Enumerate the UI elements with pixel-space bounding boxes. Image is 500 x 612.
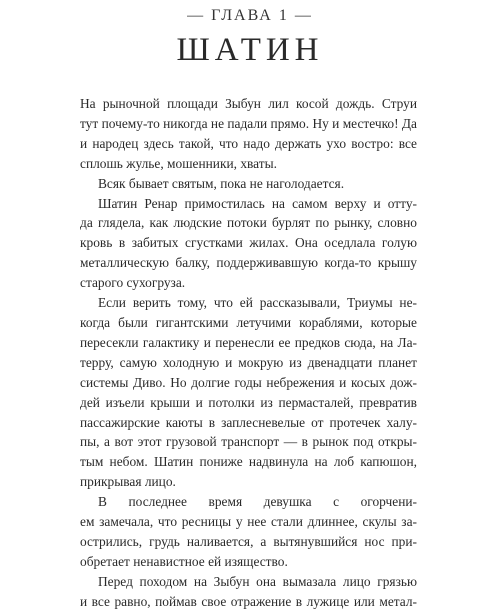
text-line: В последнее время девушка с огорчени- [98, 494, 417, 510]
paragraph-2 [80, 174, 417, 194]
body-text [80, 94, 417, 612]
text-line: кровь в забитых сгустками жилах. Она оседлала голую [80, 235, 417, 251]
text-line: дей изъели крыши и потолки из пермасталей, превратив [80, 394, 417, 410]
paragraph-1 [80, 94, 417, 174]
text-line: острились, грудь наливается, а вытянувшийся нос при- [80, 533, 417, 549]
paragraph-4 [80, 293, 417, 492]
text-line: тым небом. Шатин пониже надвинула на лоб капюшон, [80, 454, 417, 470]
paragraph-5 [80, 492, 417, 572]
text-line: Всяк бывает святым, пока не наголодается. [98, 175, 345, 191]
text-line: На рыночной площади Зыбун лил косой дождь. Струи [80, 96, 417, 111]
text-line: и все равно, поймав свое отражение в лужице или метал- [80, 593, 417, 609]
text-line: металлическую балку, поддерживавшую когда-то крышу [80, 255, 417, 271]
text-line: когда были гигантскими летучими кораблями, которые [80, 314, 417, 330]
text-line: пассажирские каюты в заплесневелые от протечек халу- [80, 414, 417, 430]
text-line: Шатин Ренар примостилась на самом верху и отту- [98, 195, 417, 211]
text-line: системы Диво. Но долгие годы небрежения и косых дож- [80, 374, 417, 390]
text-line: терру, самую холодную и мокрую из двенадцати планет [80, 354, 417, 370]
text-line: ем замечала, что ресницы у нее стали длиннее, скулы за- [80, 514, 417, 530]
text-line: да глядела, как людские потоки бурлят по рынку, словно [80, 215, 417, 231]
text-line: Перед походом на Зыбун она вымазала лицо грязью [98, 573, 417, 589]
chapter-heading: — ГЛАВА 1 — [187, 7, 313, 24]
text-line: Если верить тому, что ей рассказывали, Триумы не- [98, 295, 417, 311]
text-line: прикрывая лицо. [80, 474, 176, 490]
text-line: сплошь жулье, мошенники, хваты. [80, 155, 277, 171]
text-line: тут почему-то никогда не падали прямо. Ну и местечко! Да [80, 115, 417, 131]
paragraph-6 [80, 572, 417, 612]
text-line: пересекли галактику и перенесли ее предков сюда, на Ла- [80, 334, 417, 350]
paragraph-3 [80, 194, 417, 294]
text-line: обретает ненавистное ей изящество. [80, 553, 288, 569]
chapter-title: ШАТИН [176, 32, 324, 68]
text-line: и народец здесь такой, что надо держать ухо востро: все [80, 135, 417, 151]
text-line: пы, а вот этот грузовой транспорт — в рынок под откры- [80, 434, 417, 450]
text-line: старого сухогруза. [80, 275, 186, 291]
